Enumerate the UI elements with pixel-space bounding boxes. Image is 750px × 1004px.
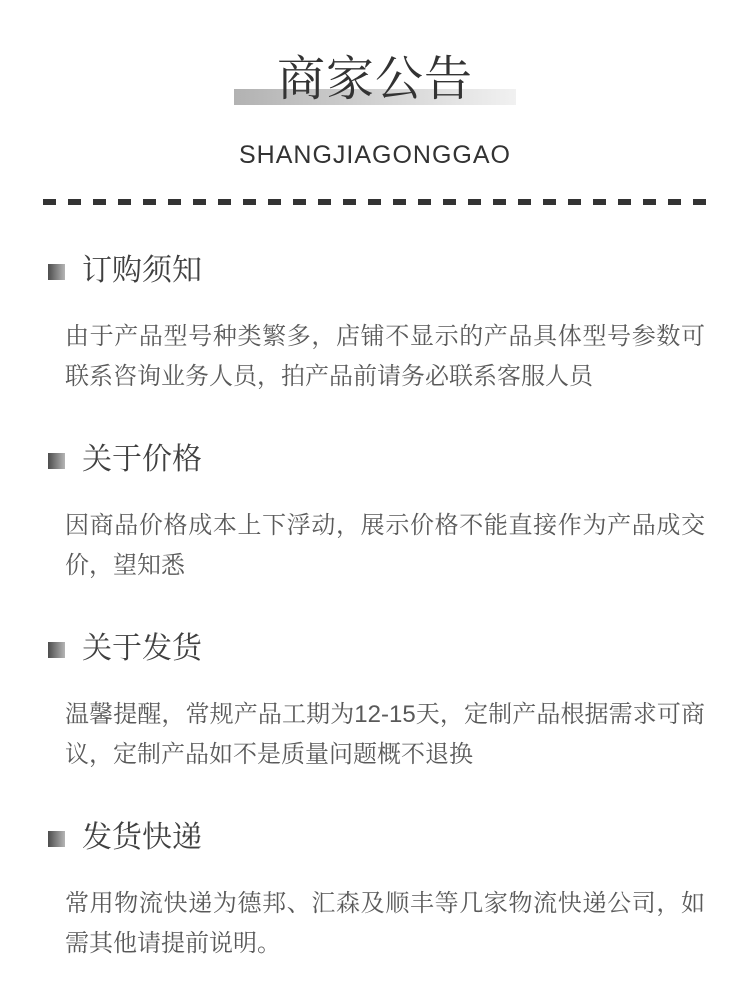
section-heading-row: [0, 632, 750, 666]
page-subtitle: SHANGJIAGONGGAO: [239, 141, 511, 169]
section-bullet-icon: [48, 264, 65, 280]
section-bullet-icon: [48, 453, 65, 469]
section-ordering-notice: [0, 254, 750, 397]
dashed-divider: [43, 199, 706, 205]
section-bullet-icon: [48, 642, 65, 658]
section-about-price: [0, 443, 750, 586]
section-heading: 订购须知: [82, 254, 202, 287]
section-heading-row: [0, 821, 750, 855]
section-body: 因商品价格成本上下浮动，展示价格不能直接作为产品成交价，望知悉: [65, 512, 705, 579]
section-heading: 发货快递: [82, 821, 202, 854]
page-title: 商家公告: [276, 53, 473, 106]
section-heading-row: [0, 254, 750, 288]
section-body: 温馨提醒，常规产品工期为12-15天，定制产品根据需求可商议，定制产品如不是质量问题概不退换: [65, 701, 705, 768]
section-about-shipping: [0, 632, 750, 775]
section-heading-row: [0, 443, 750, 477]
section-heading: 关于价格: [82, 443, 202, 476]
section-heading: 关于发货: [82, 632, 202, 665]
section-body: 由于产品型号种类繁多，店铺不显示的产品具体型号参数可联系咨询业务人员，拍产品前请务必联系客服人员: [65, 323, 705, 390]
section-body: 常用物流快递为德邦、汇森及顺丰等几家物流快递公司，如需其他请提前说明。: [65, 890, 705, 957]
section-bullet-icon: [48, 831, 65, 847]
page-title-wrap: [277, 54, 473, 117]
section-shipping-couriers: [0, 821, 750, 964]
announcement-header: [0, 0, 750, 168]
